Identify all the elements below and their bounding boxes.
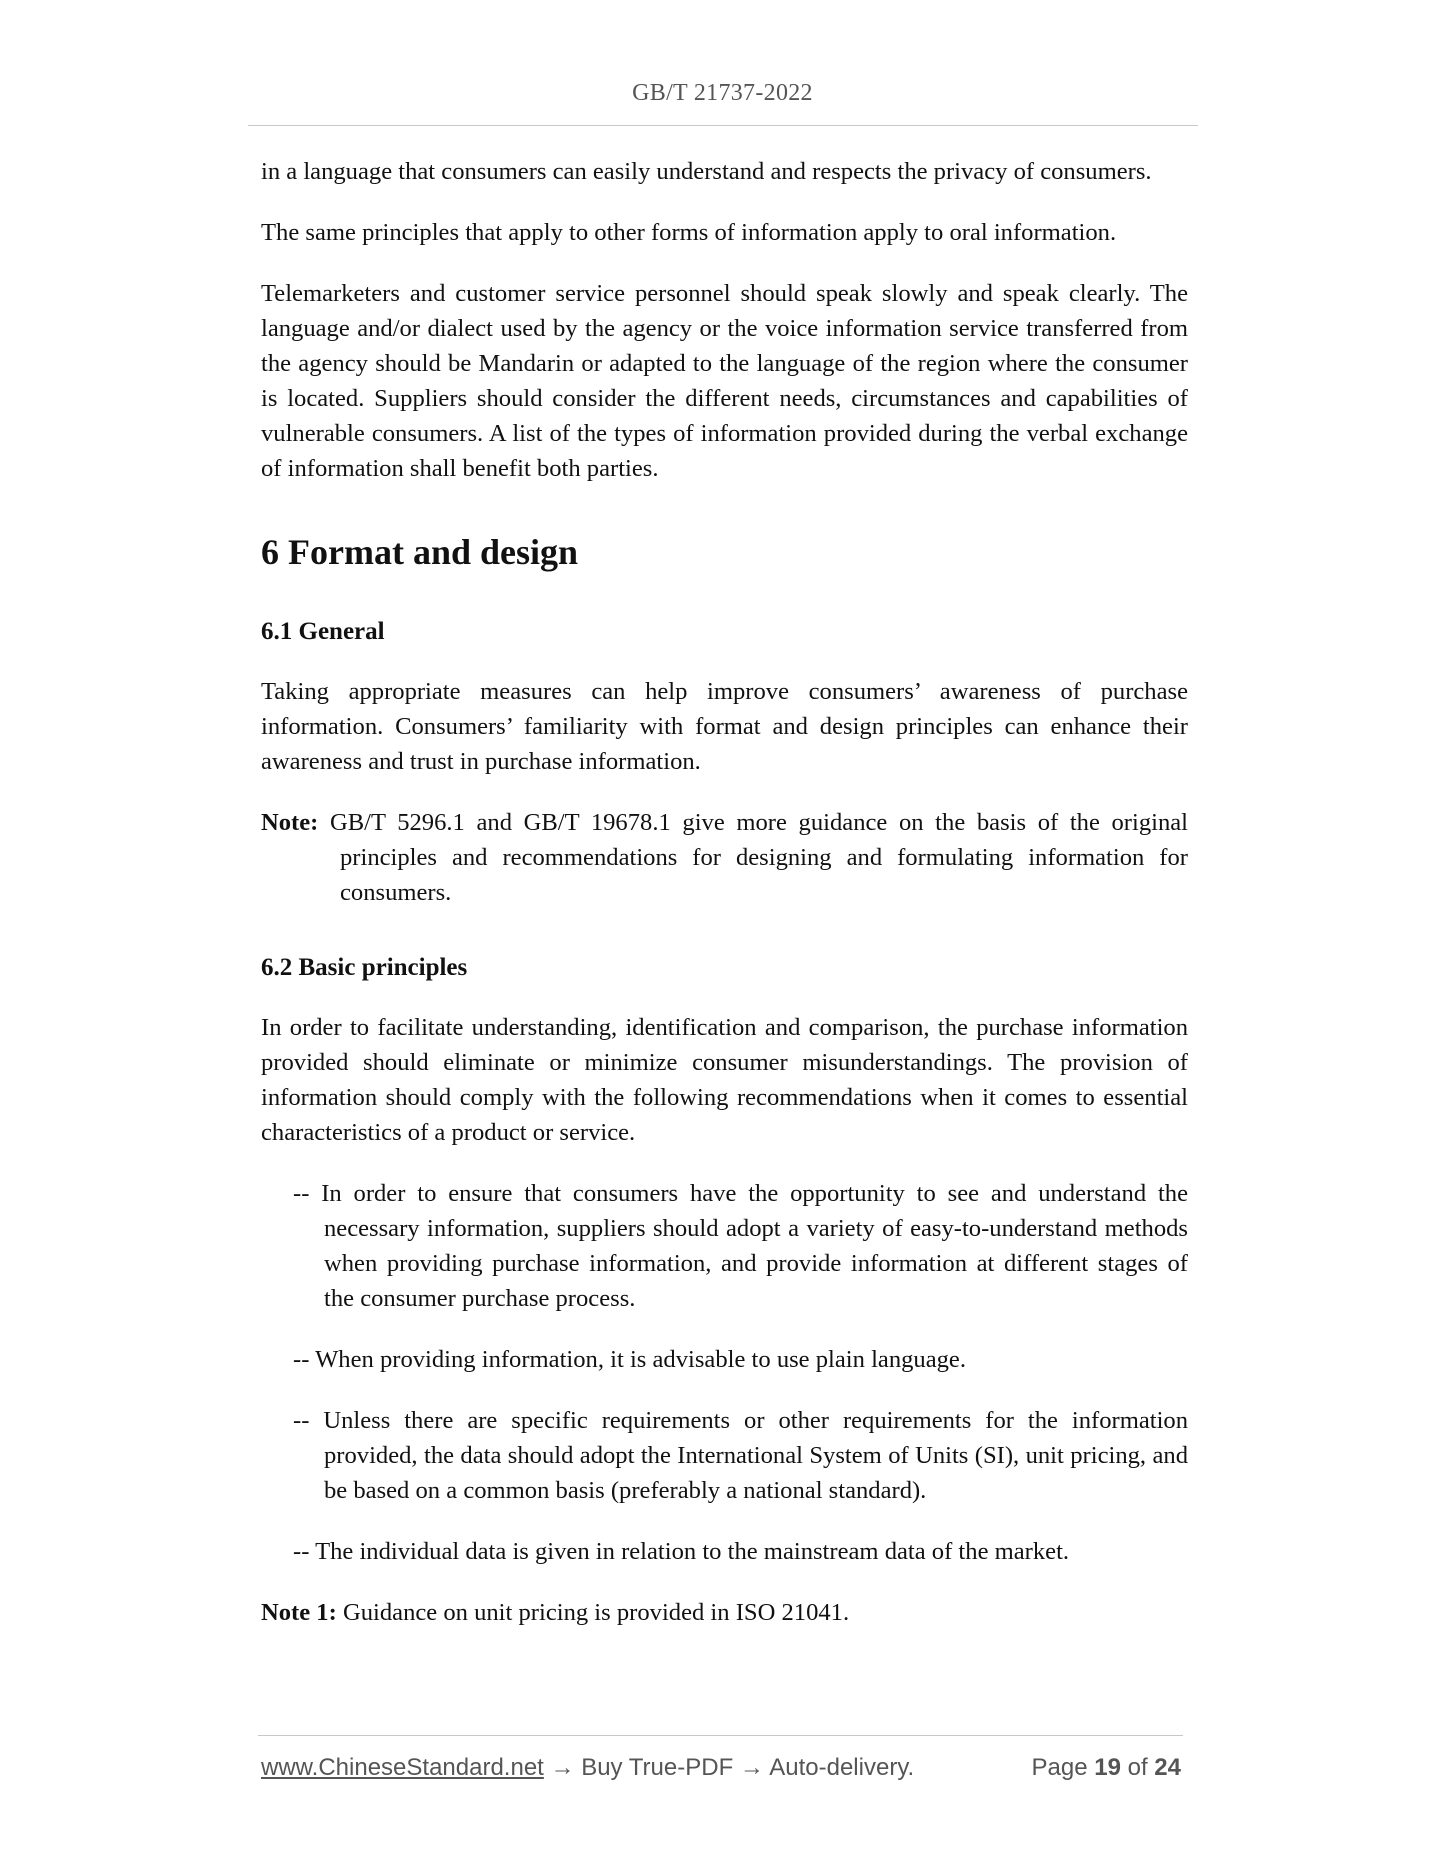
document-header-title: GB/T 21737-2022 bbox=[632, 80, 813, 106]
arrow-right-icon: → bbox=[739, 1754, 764, 1781]
page-of-label: of bbox=[1127, 1754, 1148, 1781]
arrow-right-icon: → bbox=[550, 1754, 575, 1781]
chinese-standard-link[interactable]: www.ChineseStandard.net bbox=[261, 1754, 544, 1781]
buy-true-pdf-text: Buy True-PDF bbox=[581, 1754, 734, 1781]
page-total: 24 bbox=[1154, 1754, 1181, 1781]
note-label: Note: bbox=[261, 809, 319, 836]
page-indicator bbox=[1032, 1753, 1182, 1783]
section-6-heading: 6 Format and design bbox=[261, 532, 579, 572]
section-6-1-heading: 6.1 General bbox=[261, 618, 385, 645]
paragraph-telemarketers: Telemarketers and customer service personnel should speak slowly and speak clearly. The language and/or dialect used by the agency or the voice information service transferred from the agency should be Mandarin or adapted to the language of the region where the consumer is located. Suppliers should consider the different needs, circumstances and capabilities of vulnerable consumers. A list of the types of information provided during the verbal exchange of information shall benefit both parties. bbox=[261, 280, 1188, 482]
paragraph-oral-information: The same principles that apply to other forms of information apply to oral information. bbox=[261, 219, 1117, 246]
note-1-text: Guidance on unit pricing is provided in ISO 21041. bbox=[342, 1599, 850, 1626]
page-current: 19 bbox=[1094, 1754, 1121, 1781]
paragraph-general: Taking appropriate measures can help improve consumers’ awareness of purchase information. Consumers’ familiarity with format and design principles can enhance their awareness and trust in purchase information. bbox=[261, 678, 1188, 775]
paragraph-basic-principles: In order to facilitate understanding, identification and comparison, the purchase information provided should eliminate or minimize consumer misunderstandings. The provision of information should comply with the following recommendations when it comes to essential characteristics of a product or service. bbox=[261, 1014, 1188, 1146]
list-item: -- When providing information, it is advisable to use plain language. bbox=[293, 1346, 966, 1373]
note-1-label: Note 1: bbox=[261, 1599, 337, 1626]
section-6-2-heading: 6.2 Basic principles bbox=[261, 954, 468, 981]
page-footer bbox=[261, 1753, 1181, 1783]
header-divider bbox=[248, 125, 1198, 126]
list-item: -- The individual data is given in relation to the mainstream data of the market. bbox=[293, 1538, 1070, 1565]
page-label: Page bbox=[1031, 1754, 1088, 1781]
footer-divider bbox=[258, 1735, 1183, 1736]
paragraph-privacy: in a language that consumers can easily understand and respects the privacy of consumers. bbox=[261, 158, 1152, 185]
note-guidance bbox=[261, 805, 1188, 910]
list-item: -- Unless there are specific requirements or other requirements for the information provided, the data should adopt the International System of Units (SI), unit pricing, and be based on a common basis (preferably a national standard). bbox=[293, 1407, 1188, 1504]
note-text: GB/T 5296.1 and GB/T 19678.1 give more guidance on the basis of the original principles and recommendations for designing and formulating information for consumers. bbox=[330, 809, 1188, 906]
list-item: -- In order to ensure that consumers have the opportunity to see and understand the necessary information, suppliers should adopt a variety of easy-to-understand methods when providing purchase information, and provide information at different stages of the consumer purchase process. bbox=[293, 1180, 1188, 1312]
note-1-unit-pricing bbox=[261, 1595, 1188, 1630]
document-body bbox=[261, 154, 1188, 1630]
auto-delivery-text: Auto-delivery. bbox=[769, 1754, 915, 1781]
